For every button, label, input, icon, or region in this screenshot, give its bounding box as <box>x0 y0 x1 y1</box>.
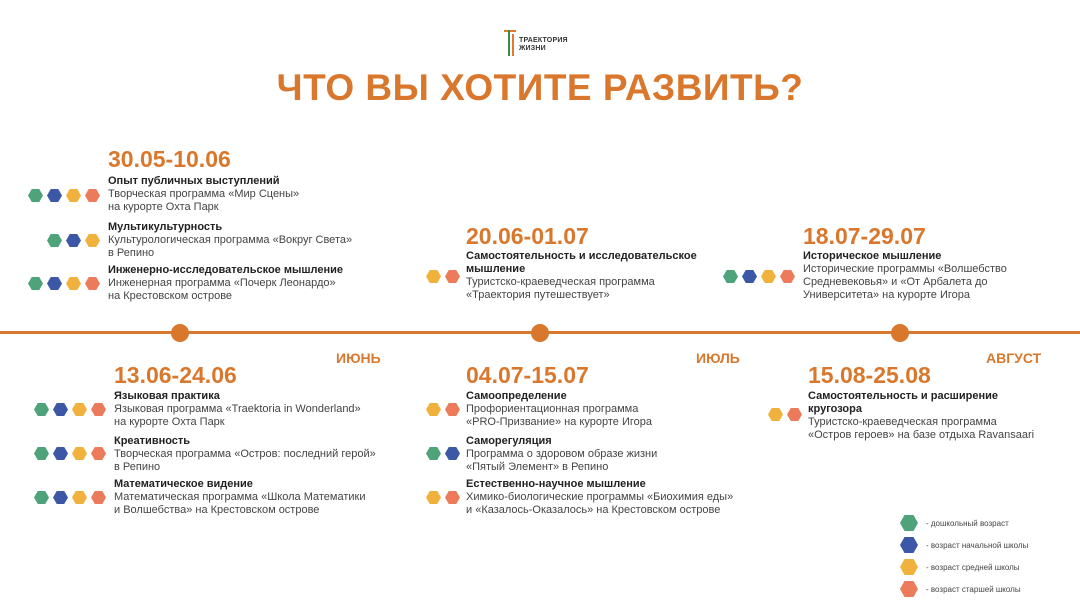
legend-item <box>900 559 1020 575</box>
age-dots <box>47 234 100 247</box>
program-item <box>108 175 299 214</box>
age-dots <box>34 447 106 460</box>
program-location: «Остров героев» на базе отдыха Ravansaari <box>808 429 1035 441</box>
month-label-july: ИЮЛЬ <box>696 350 740 366</box>
preschool-age-icon <box>47 234 62 247</box>
program-location: в Репино <box>114 461 161 473</box>
program-desc-line2: Средневековья» и «От Арбалета до <box>803 276 988 288</box>
middle-school-age-icon <box>900 559 918 575</box>
program-item <box>466 478 733 517</box>
skill-title: Самоопределение <box>466 390 567 402</box>
primary-school-age-icon <box>47 189 62 202</box>
skill-title: Мультикультурность <box>108 221 223 233</box>
preschool-age-icon <box>34 447 49 460</box>
skill-title: Математическое видение <box>114 478 253 490</box>
skill-title: Опыт публичных выступлений <box>108 175 280 187</box>
program-location: и Волшебства» на Крестовском острове <box>114 504 320 516</box>
preschool-age-icon <box>34 403 49 416</box>
timeline-dot <box>171 324 189 342</box>
primary-school-age-icon <box>66 234 81 247</box>
program-item <box>466 390 652 429</box>
middle-school-age-icon <box>768 408 783 421</box>
age-dots <box>28 189 100 202</box>
skill-title-line2: мышление <box>466 263 526 275</box>
program-desc: Туристско-краеведческая программа <box>466 276 655 288</box>
middle-school-age-icon <box>426 491 441 504</box>
program-desc: Творческая программа «Мир Сцены» <box>108 188 300 200</box>
page-title: ЧТО ВЫ ХОТИТЕ РАЗВИТЬ? <box>276 67 804 108</box>
program-item <box>466 250 697 302</box>
program-location: «PRO-Призвание» на курорте Игора <box>466 416 652 428</box>
logo-text: ТРАЕКТОРИЯ ЖИЗНИ <box>519 37 568 52</box>
legend-label: - возраст средней школы <box>926 562 1020 572</box>
program-item <box>114 390 361 429</box>
primary-school-age-icon <box>47 277 62 290</box>
program-desc: Исторические программы «Волшебство <box>803 263 1007 275</box>
preschool-age-icon <box>426 447 441 460</box>
program-location: на курорте Охта Парк <box>108 201 219 213</box>
high-school-age-icon <box>780 270 795 283</box>
program-item <box>808 390 1034 442</box>
program-item <box>108 264 343 303</box>
logo-mark-icon <box>504 28 518 58</box>
primary-school-age-icon <box>53 491 68 504</box>
preschool-age-icon <box>900 515 918 531</box>
high-school-age-icon <box>445 403 460 416</box>
skill-title: Инженерно-исследовательское мышление <box>108 264 344 276</box>
primary-school-age-icon <box>742 270 757 283</box>
high-school-age-icon <box>85 189 100 202</box>
program-location: на Крестовском острове <box>108 290 233 302</box>
session-date: 18.07-29.07 <box>803 223 926 249</box>
session-date: 20.06-01.07 <box>466 223 589 249</box>
session-date: 30.05-10.06 <box>108 146 231 172</box>
middle-school-age-icon <box>761 270 776 283</box>
preschool-age-icon <box>28 277 43 290</box>
high-school-age-icon <box>91 447 106 460</box>
month-label-june: ИЮНЬ <box>336 350 381 366</box>
session-date: 04.07-15.07 <box>466 362 589 388</box>
primary-school-age-icon <box>445 447 460 460</box>
preschool-age-icon <box>28 189 43 202</box>
month-label-august: АВГУСТ <box>986 350 1042 366</box>
age-dots <box>426 270 460 283</box>
high-school-age-icon <box>445 270 460 283</box>
middle-school-age-icon <box>72 447 87 460</box>
middle-school-age-icon <box>72 403 87 416</box>
skill-title: Естественно-научное мышление <box>466 478 646 490</box>
age-dots <box>34 403 106 416</box>
primary-school-age-icon <box>53 447 68 460</box>
preschool-age-icon <box>34 491 49 504</box>
skill-title: Самостоятельность и исследовательское <box>466 250 697 262</box>
program-item <box>108 221 352 260</box>
age-dots <box>426 403 460 416</box>
program-desc: Языковая программа «Traektoria in Wonderland» <box>114 403 361 415</box>
program-location: на курорте Охта Парк <box>114 416 225 428</box>
age-dots <box>34 491 106 504</box>
age-dots <box>426 491 460 504</box>
program-desc: Творческая программа «Остров: последний герой» <box>114 448 376 460</box>
program-item <box>466 435 657 474</box>
timeline-dot <box>891 324 909 342</box>
middle-school-age-icon <box>72 491 87 504</box>
legend-label: - дошкольный возраст <box>926 518 1009 528</box>
program-desc: Туристско-краеведческая программа <box>808 416 997 428</box>
high-school-age-icon <box>787 408 802 421</box>
program-location: в Репино <box>108 247 155 259</box>
high-school-age-icon <box>900 581 918 597</box>
program-desc: Культурологическая программа «Вокруг Света» <box>108 234 353 246</box>
program-desc: Инженерная программа «Почерк Леонардо» <box>108 277 336 289</box>
program-item <box>114 435 376 474</box>
program-location: «Траектория путешествует» <box>466 289 610 301</box>
skill-title: Саморегуляция <box>466 435 552 447</box>
high-school-age-icon <box>91 491 106 504</box>
middle-school-age-icon <box>426 403 441 416</box>
skill-title: Креативность <box>114 435 191 447</box>
skill-title: Историческое мышление <box>803 250 942 262</box>
program-desc: Профориентационная программа <box>466 403 639 415</box>
age-dots <box>723 270 795 283</box>
middle-school-age-icon <box>85 234 100 247</box>
legend-item <box>900 537 1028 553</box>
primary-school-age-icon <box>53 403 68 416</box>
program-desc: Химико-биологические программы «Биохимия еды» <box>466 491 734 503</box>
legend-label: - возраст начальной школы <box>926 540 1029 550</box>
primary-school-age-icon <box>900 537 918 553</box>
skill-title-line2: кругозора <box>808 403 862 415</box>
legend-item <box>900 581 1021 597</box>
session-date: 13.06-24.06 <box>114 362 237 388</box>
age-dots <box>426 447 460 460</box>
program-desc: Математическая программа «Школа Математики <box>114 491 366 503</box>
age-dots <box>768 408 802 421</box>
program-desc: Программа о здоровом образе жизни <box>466 448 658 460</box>
high-school-age-icon <box>91 403 106 416</box>
age-dots <box>28 277 100 290</box>
session-date: 15.08-25.08 <box>808 362 931 388</box>
program-item <box>803 250 1007 302</box>
timeline-dot <box>531 324 549 342</box>
preschool-age-icon <box>723 270 738 283</box>
middle-school-age-icon <box>66 277 81 290</box>
program-location: «Пятый Элемент» в Репино <box>466 461 609 473</box>
middle-school-age-icon <box>66 189 81 202</box>
program-location: и «Казалось-Оказалось» на Крестовском острове <box>466 504 721 516</box>
middle-school-age-icon <box>426 270 441 283</box>
high-school-age-icon <box>445 491 460 504</box>
legend-label: - возраст старшей школы <box>926 584 1021 594</box>
legend-item <box>900 515 1009 531</box>
program-location: Университета» на курорте Игора <box>803 289 970 301</box>
skill-title: Самостоятельность и расширение <box>808 390 998 402</box>
high-school-age-icon <box>85 277 100 290</box>
program-item <box>114 478 365 517</box>
skill-title: Языковая практика <box>114 390 220 402</box>
